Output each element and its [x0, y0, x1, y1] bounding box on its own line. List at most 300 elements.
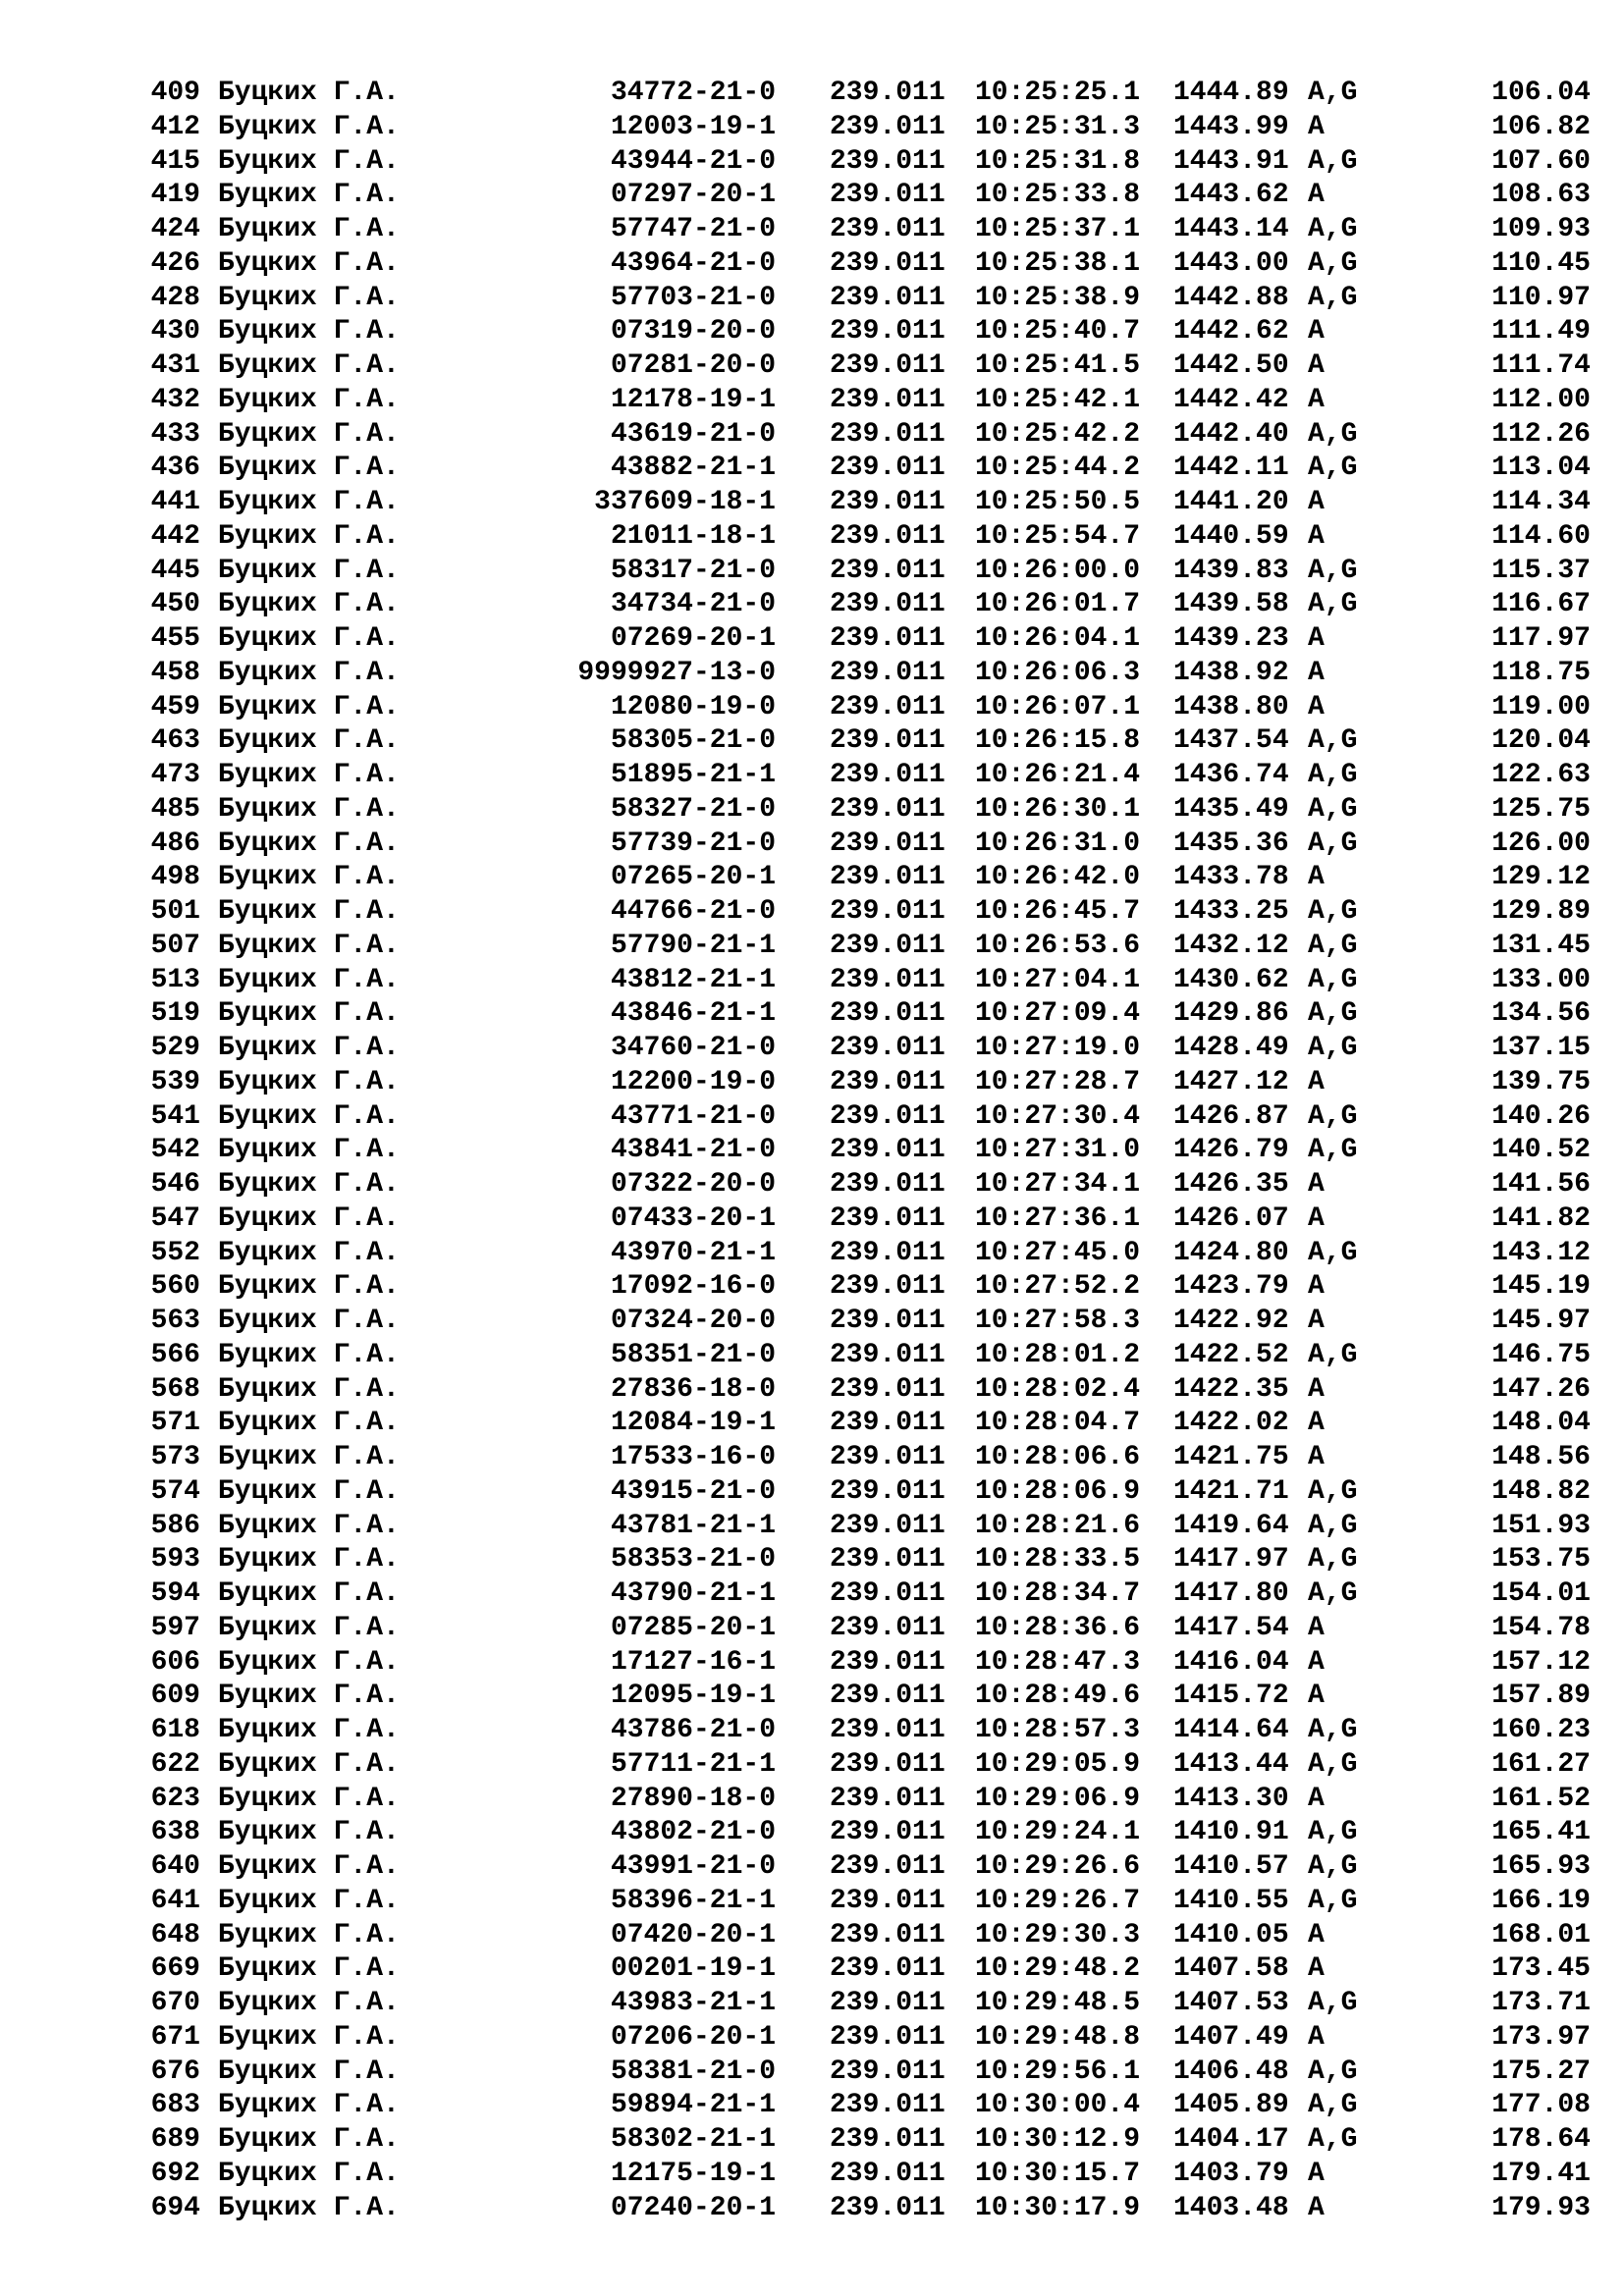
time-value: 10:26:30.1 [975, 793, 1141, 825]
altitude-value: 1426.79 [1173, 1135, 1289, 1166]
table-row [0, 895, 1624, 930]
table-row [0, 315, 1624, 349]
flag-value: A,G [1308, 760, 1358, 790]
table-row [0, 1510, 1624, 1544]
day-value: 239.011 [830, 2124, 946, 2155]
altitude-value: 1413.44 [1173, 1748, 1289, 1780]
result-value: 143.12 [1491, 1237, 1591, 1268]
time-value: 10:27:52.2 [975, 1271, 1141, 1303]
result-value: 133.00 [1491, 964, 1591, 995]
flag-value: A,G [1308, 1135, 1358, 1166]
object-id: 58327-21-0 [610, 793, 776, 825]
day-value: 239.011 [830, 1442, 946, 1472]
result-value: 179.41 [1491, 2158, 1591, 2189]
result-value: 175.27 [1491, 2056, 1591, 2087]
observer-name: Буцких Г.А. [218, 930, 400, 961]
observer-name: Буцких Г.А. [218, 964, 400, 995]
object-id: 43991-21-0 [610, 1851, 776, 1882]
flag-value: A,G [1308, 1237, 1358, 1268]
flag-value: A,G [1308, 2056, 1358, 2087]
observer-name: Буцких Г.А. [218, 418, 400, 450]
object-id: 57711-21-1 [610, 1748, 776, 1780]
table-row [0, 179, 1624, 213]
result-value: 168.01 [1491, 1919, 1591, 1950]
result-value: 129.89 [1491, 896, 1591, 927]
row-number: 426 [150, 247, 200, 279]
table-row [0, 2123, 1624, 2158]
row-number: 415 [150, 145, 200, 177]
altitude-value: 1433.78 [1173, 862, 1289, 893]
table-row [0, 2158, 1624, 2192]
time-value: 10:28:02.4 [975, 1373, 1141, 1405]
altitude-value: 1435.36 [1173, 828, 1289, 859]
table-row [0, 1475, 1624, 1510]
flag-value: A,G [1308, 1033, 1358, 1063]
result-value: 139.75 [1491, 1066, 1591, 1097]
altitude-value: 1407.58 [1173, 1953, 1289, 1985]
day-value: 239.011 [830, 1783, 946, 1814]
table-row [0, 247, 1624, 282]
result-value: 114.60 [1491, 520, 1591, 552]
row-number: 606 [150, 1646, 200, 1678]
time-value: 10:29:48.8 [975, 2021, 1141, 2053]
flag-value: A,G [1308, 78, 1358, 108]
object-id: 12080-19-0 [610, 691, 776, 722]
altitude-value: 1406.48 [1173, 2056, 1289, 2087]
time-value: 10:25:37.1 [975, 214, 1141, 244]
flag-value: A [1308, 1681, 1325, 1712]
time-value: 10:29:06.9 [975, 1783, 1141, 1814]
day-value: 239.011 [830, 1408, 946, 1439]
object-id: 43790-21-1 [610, 1578, 776, 1609]
altitude-value: 1423.79 [1173, 1271, 1289, 1303]
flag-value: A,G [1308, 555, 1358, 586]
object-id: 12095-19-1 [610, 1681, 776, 1712]
row-number: 670 [150, 1988, 200, 2018]
observer-name: Буцких Г.А. [218, 145, 400, 177]
observer-name: Буцких Г.А. [218, 998, 400, 1030]
day-value: 239.011 [830, 691, 946, 722]
object-id: 57747-21-0 [610, 214, 776, 244]
day-value: 239.011 [830, 145, 946, 177]
time-value: 10:28:36.6 [975, 1612, 1141, 1643]
flag-value: A [1308, 1202, 1325, 1234]
time-value: 10:26:04.1 [975, 623, 1141, 654]
row-number: 428 [150, 282, 200, 313]
result-value: 119.00 [1491, 691, 1591, 722]
altitude-value: 1403.79 [1173, 2158, 1289, 2189]
result-value: 140.52 [1491, 1135, 1591, 1166]
altitude-value: 1442.42 [1173, 384, 1289, 415]
object-id: 17092-16-0 [610, 1271, 776, 1303]
object-id: 07433-20-1 [610, 1202, 776, 1234]
table-row [0, 1373, 1624, 1408]
day-value: 239.011 [830, 2192, 946, 2223]
result-value: 111.49 [1491, 316, 1591, 347]
result-value: 125.75 [1491, 793, 1591, 825]
row-number: 498 [150, 862, 200, 893]
time-value: 10:29:24.1 [975, 1817, 1141, 1848]
table-row [0, 1748, 1624, 1783]
time-value: 10:26:42.0 [975, 862, 1141, 893]
table-row [0, 1714, 1624, 1748]
altitude-value: 1443.91 [1173, 145, 1289, 177]
row-number: 409 [150, 78, 200, 108]
time-value: 10:28:21.6 [975, 1510, 1141, 1541]
result-value: 179.93 [1491, 2192, 1591, 2223]
flag-value: A,G [1308, 1100, 1358, 1132]
observation-list [0, 77, 1624, 2225]
table-row [0, 1032, 1624, 1066]
altitude-value: 1443.99 [1173, 111, 1289, 142]
observer-name: Буцких Г.А. [218, 1988, 400, 2018]
object-id: 12200-19-0 [610, 1066, 776, 1097]
altitude-value: 1404.17 [1173, 2124, 1289, 2155]
result-value: 106.04 [1491, 78, 1591, 108]
altitude-value: 1415.72 [1173, 1681, 1289, 1712]
result-value: 165.93 [1491, 1851, 1591, 1882]
row-number: 455 [150, 623, 200, 654]
flag-value: A,G [1308, 1817, 1358, 1848]
altitude-value: 1417.54 [1173, 1612, 1289, 1643]
row-number: 563 [150, 1306, 200, 1336]
row-number: 574 [150, 1475, 200, 1507]
row-number: 586 [150, 1510, 200, 1541]
flag-value: A [1308, 1442, 1325, 1472]
result-value: 137.15 [1491, 1033, 1591, 1063]
day-value: 239.011 [830, 1646, 946, 1678]
table-row [0, 1987, 1624, 2021]
time-value: 10:25:41.5 [975, 350, 1141, 381]
time-value: 10:27:28.7 [975, 1066, 1141, 1097]
altitude-value: 1436.74 [1173, 760, 1289, 790]
time-value: 10:25:38.9 [975, 282, 1141, 313]
time-value: 10:26:01.7 [975, 589, 1141, 620]
result-value: 110.45 [1491, 247, 1591, 279]
row-number: 501 [150, 896, 200, 927]
result-value: 126.00 [1491, 828, 1591, 859]
time-value: 10:27:45.0 [975, 1237, 1141, 1268]
day-value: 239.011 [830, 1100, 946, 1132]
time-value: 10:28:01.2 [975, 1339, 1141, 1370]
row-number: 547 [150, 1202, 200, 1234]
object-id: 43619-21-0 [610, 418, 776, 450]
object-id: 34734-21-0 [610, 589, 776, 620]
row-number: 442 [150, 520, 200, 552]
time-value: 10:27:34.1 [975, 1169, 1141, 1200]
flag-value: A [1308, 384, 1325, 415]
row-number: 430 [150, 316, 200, 347]
table-row [0, 2192, 1624, 2226]
day-value: 239.011 [830, 998, 946, 1030]
time-value: 10:28:33.5 [975, 1544, 1141, 1575]
altitude-value: 1439.23 [1173, 623, 1289, 654]
time-value: 10:27:36.1 [975, 1202, 1141, 1234]
result-value: 114.34 [1491, 487, 1591, 517]
result-value: 160.23 [1491, 1715, 1591, 1745]
altitude-value: 1438.92 [1173, 657, 1289, 688]
day-value: 239.011 [830, 1510, 946, 1541]
day-value: 239.011 [830, 1202, 946, 1234]
row-number: 419 [150, 180, 200, 211]
time-value: 10:30:12.9 [975, 2124, 1141, 2155]
row-number: 568 [150, 1373, 200, 1405]
time-value: 10:26:06.3 [975, 657, 1141, 688]
time-value: 10:28:06.9 [975, 1475, 1141, 1507]
row-number: 669 [150, 1953, 200, 1985]
altitude-value: 1426.07 [1173, 1202, 1289, 1234]
result-value: 120.04 [1491, 725, 1591, 757]
table-row [0, 1783, 1624, 1817]
altitude-value: 1442.40 [1173, 418, 1289, 450]
row-number: 431 [150, 350, 200, 381]
time-value: 10:27:31.0 [975, 1135, 1141, 1166]
day-value: 239.011 [830, 1885, 946, 1916]
row-number: 546 [150, 1169, 200, 1200]
row-number: 560 [150, 1271, 200, 1303]
time-value: 10:27:30.4 [975, 1100, 1141, 1132]
flag-value: A,G [1308, 1988, 1358, 2018]
object-id: 43970-21-1 [610, 1237, 776, 1268]
day-value: 239.011 [830, 2021, 946, 2053]
flag-value: A,G [1308, 828, 1358, 859]
altitude-value: 1407.49 [1173, 2021, 1289, 2053]
day-value: 239.011 [830, 1135, 946, 1166]
object-id: 43944-21-0 [610, 145, 776, 177]
observer-name: Буцких Г.А. [218, 453, 400, 484]
flag-value: A,G [1308, 793, 1358, 825]
flag-value: A,G [1308, 1748, 1358, 1780]
flag-value: A,G [1308, 214, 1358, 244]
flag-value: A,G [1308, 998, 1358, 1030]
table-row [0, 861, 1624, 895]
flag-value: A [1308, 2192, 1325, 2223]
observer-name: Буцких Г.А. [218, 589, 400, 620]
observer-name: Буцких Г.А. [218, 1202, 400, 1234]
time-value: 10:28:47.3 [975, 1646, 1141, 1678]
object-id: 43915-21-0 [610, 1475, 776, 1507]
time-value: 10:25:38.1 [975, 247, 1141, 279]
table-row [0, 622, 1624, 657]
object-id: 58381-21-0 [610, 2056, 776, 2087]
time-value: 10:28:57.3 [975, 1715, 1141, 1745]
row-number: 450 [150, 589, 200, 620]
object-id: 58317-21-0 [610, 555, 776, 586]
flag-value: A,G [1308, 247, 1358, 279]
observer-name: Буцких Г.А. [218, 1135, 400, 1166]
altitude-value: 1410.57 [1173, 1851, 1289, 1882]
flag-value: A [1308, 691, 1325, 722]
object-id: 58353-21-0 [610, 1544, 776, 1575]
time-value: 10:25:31.3 [975, 111, 1141, 142]
flag-value: A,G [1308, 2090, 1358, 2121]
table-row [0, 213, 1624, 247]
altitude-value: 1440.59 [1173, 520, 1289, 552]
object-id: 9999927-13-0 [577, 657, 776, 688]
result-value: 157.89 [1491, 1681, 1591, 1712]
result-value: 145.19 [1491, 1271, 1591, 1303]
time-value: 10:25:50.5 [975, 487, 1141, 517]
table-row [0, 1168, 1624, 1202]
observer-name: Буцких Г.А. [218, 1237, 400, 1268]
time-value: 10:25:54.7 [975, 520, 1141, 552]
flag-value: A [1308, 623, 1325, 654]
row-number: 473 [150, 760, 200, 790]
result-value: 141.56 [1491, 1169, 1591, 1200]
table-row [0, 1441, 1624, 1475]
table-row [0, 724, 1624, 759]
time-value: 10:26:00.0 [975, 555, 1141, 586]
observer-name: Буцких Г.А. [218, 828, 400, 859]
flag-value: A,G [1308, 1885, 1358, 1916]
object-id: 43882-21-1 [610, 453, 776, 484]
observer-name: Буцких Г.А. [218, 1578, 400, 1609]
observer-name: Буцких Г.А. [218, 1681, 400, 1712]
observer-name: Буцких Г.А. [218, 1748, 400, 1780]
observer-name: Буцких Г.А. [218, 214, 400, 244]
flag-value: A,G [1308, 145, 1358, 177]
altitude-value: 1403.48 [1173, 2192, 1289, 2223]
object-id: 34760-21-0 [610, 1033, 776, 1063]
flag-value: A [1308, 350, 1325, 381]
table-row [0, 1339, 1624, 1373]
object-id: 43781-21-1 [610, 1510, 776, 1541]
time-value: 10:29:56.1 [975, 2056, 1141, 2087]
day-value: 239.011 [830, 520, 946, 552]
row-number: 640 [150, 1851, 200, 1882]
table-row [0, 1237, 1624, 1271]
altitude-value: 1442.62 [1173, 316, 1289, 347]
object-id: 07319-20-0 [610, 316, 776, 347]
flag-value: A [1308, 1169, 1325, 1200]
result-value: 154.78 [1491, 1612, 1591, 1643]
observer-name: Буцких Г.А. [218, 2056, 400, 2087]
day-value: 239.011 [830, 1475, 946, 1507]
altitude-value: 1442.50 [1173, 350, 1289, 381]
table-row [0, 1577, 1624, 1612]
row-number: 445 [150, 555, 200, 586]
flag-value: A,G [1308, 2124, 1358, 2155]
day-value: 239.011 [830, 623, 946, 654]
flag-value: A,G [1308, 1851, 1358, 1882]
object-id: 58396-21-1 [610, 1885, 776, 1916]
result-value: 141.82 [1491, 1202, 1591, 1234]
day-value: 239.011 [830, 418, 946, 450]
object-id: 57703-21-0 [610, 282, 776, 313]
altitude-value: 1441.20 [1173, 487, 1289, 517]
row-number: 459 [150, 691, 200, 722]
result-value: 173.71 [1491, 1988, 1591, 2018]
altitude-value: 1410.05 [1173, 1919, 1289, 1950]
observer-name: Буцких Г.А. [218, 384, 400, 415]
result-value: 161.27 [1491, 1748, 1591, 1780]
object-id: 43771-21-0 [610, 1100, 776, 1132]
result-value: 147.26 [1491, 1373, 1591, 1405]
observer-name: Буцких Г.А. [218, 1442, 400, 1472]
table-row [0, 1646, 1624, 1681]
day-value: 239.011 [830, 2158, 946, 2189]
day-value: 239.011 [830, 1033, 946, 1063]
result-value: 148.56 [1491, 1442, 1591, 1472]
observer-name: Буцких Г.А. [218, 1817, 400, 1848]
result-value: 112.26 [1491, 418, 1591, 450]
row-number: 692 [150, 2158, 200, 2189]
table-row [0, 1850, 1624, 1885]
time-value: 10:27:09.4 [975, 998, 1141, 1030]
time-value: 10:26:31.0 [975, 828, 1141, 859]
result-value: 178.64 [1491, 2124, 1591, 2155]
day-value: 239.011 [830, 828, 946, 859]
flag-value: A,G [1308, 1510, 1358, 1541]
row-number: 529 [150, 1033, 200, 1063]
row-number: 648 [150, 1919, 200, 1950]
observer-name: Буцких Г.А. [218, 555, 400, 586]
result-value: 161.52 [1491, 1783, 1591, 1814]
time-value: 10:29:30.3 [975, 1919, 1141, 1950]
observer-name: Буцких Г.А. [218, 350, 400, 381]
result-value: 113.04 [1491, 453, 1591, 484]
table-row [0, 828, 1624, 862]
row-number: 571 [150, 1408, 200, 1439]
table-row [0, 964, 1624, 998]
day-value: 239.011 [830, 1715, 946, 1745]
object-id: 337609-18-1 [594, 487, 776, 517]
table-row [0, 1885, 1624, 1919]
altitude-value: 1419.64 [1173, 1510, 1289, 1541]
day-value: 239.011 [830, 247, 946, 279]
table-row [0, 1270, 1624, 1305]
day-value: 239.011 [830, 1988, 946, 2018]
observer-name: Буцких Г.А. [218, 1510, 400, 1541]
time-value: 10:25:25.1 [975, 78, 1141, 108]
row-number: 573 [150, 1442, 200, 1472]
table-row [0, 145, 1624, 180]
table-row [0, 520, 1624, 555]
altitude-value: 1442.88 [1173, 282, 1289, 313]
object-id: 43802-21-0 [610, 1817, 776, 1848]
object-id: 44766-21-0 [610, 896, 776, 927]
time-value: 10:29:48.2 [975, 1953, 1141, 1985]
row-number: 618 [150, 1715, 200, 1745]
flag-value: A [1308, 1066, 1325, 1097]
time-value: 10:29:05.9 [975, 1748, 1141, 1780]
altitude-value: 1443.00 [1173, 247, 1289, 279]
time-value: 10:25:42.1 [975, 384, 1141, 415]
day-value: 239.011 [830, 1237, 946, 1268]
object-id: 27890-18-0 [610, 1783, 776, 1814]
flag-value: A [1308, 180, 1325, 211]
object-id: 07297-20-1 [610, 180, 776, 211]
row-number: 519 [150, 998, 200, 1030]
object-id: 43846-21-1 [610, 998, 776, 1030]
result-value: 107.60 [1491, 145, 1591, 177]
observer-name: Буцких Г.А. [218, 180, 400, 211]
time-value: 10:29:48.5 [975, 1988, 1141, 2018]
observer-name: Буцких Г.А. [218, 1339, 400, 1370]
result-value: 148.04 [1491, 1408, 1591, 1439]
row-number: 623 [150, 1783, 200, 1814]
flag-value: A [1308, 1953, 1325, 1985]
result-value: 122.63 [1491, 760, 1591, 790]
flag-value: A,G [1308, 282, 1358, 313]
table-row [0, 1680, 1624, 1714]
result-value: 118.75 [1491, 657, 1591, 688]
result-value: 148.82 [1491, 1475, 1591, 1507]
object-id: 12175-19-1 [610, 2158, 776, 2189]
observer-name: Буцких Г.А. [218, 793, 400, 825]
result-value: 131.45 [1491, 930, 1591, 961]
row-number: 671 [150, 2021, 200, 2053]
